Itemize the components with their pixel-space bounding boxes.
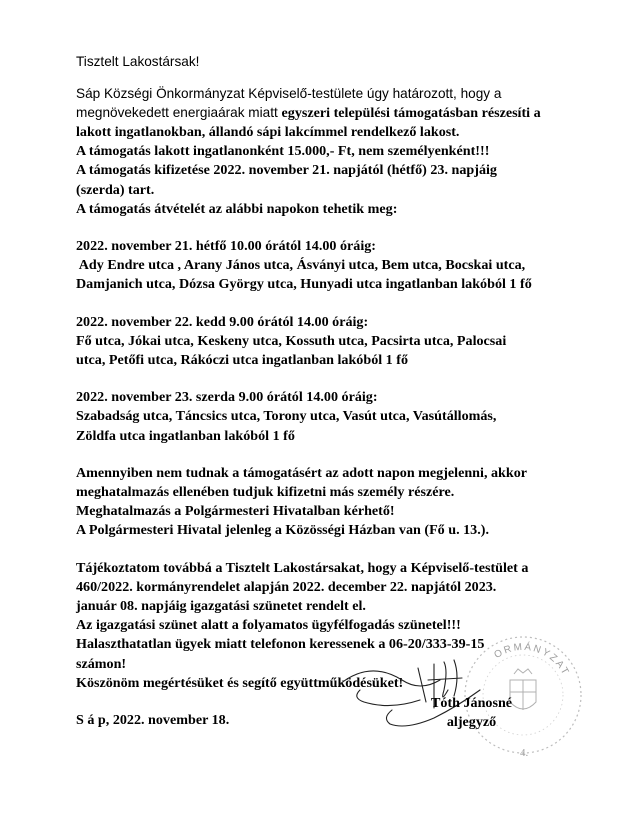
intro-line: lakott ingatlanokban, állandó sápi lakcímmel rendelkező lakost. xyxy=(76,124,460,140)
day1-section xyxy=(76,237,596,295)
svg-text:ORMÁNYZAT: ORMÁNYZAT xyxy=(492,641,572,679)
day2-section xyxy=(76,313,596,371)
day2-streets: utca, Petőfi utca, Rákóczi utca ingatlanban lakóból 1 fő xyxy=(76,352,408,369)
intro-line: (szerda) tart. xyxy=(76,181,155,198)
signer-name: Tóth Jánosné xyxy=(431,695,513,711)
day1-streets: Damjanich utca, Dózsa György utca, Hunyadi utca ingatlanban lakóból 1 fő xyxy=(76,276,532,293)
notice-line: Tájékoztatom továbbá a Tisztelt Lakostársakat, hogy a Képviselő-testület a xyxy=(76,559,529,576)
day1-heading: 2022. november 21. hétfő 10.00 órától 14.00 óráig: xyxy=(76,238,376,255)
svg-text:4.: 4. xyxy=(520,747,529,759)
notice-line: január 08. napjáig igazgatási szünetet rendelt el. xyxy=(76,598,366,615)
notice-line: Köszönöm megértésüket és segítő együttműködésüket! xyxy=(76,674,404,691)
intro-line: A támogatás lakott ingatlanonként 15.000,- Ft, nem személyenként!!! xyxy=(76,143,490,160)
day2-heading: 2022. november 22. kedd 9.00 órától 14.00 óráig: xyxy=(76,313,369,330)
day3-heading: 2022. november 23. szerda 9.00 órától 14.00 óráig: xyxy=(76,389,378,406)
proxy-line: Amennyiben nem tudnak a támogatásért az adott napon megjelenni, akkor xyxy=(76,464,528,481)
day3-streets: Szabadság utca, Táncsics utca, Torony utca, Vasút utca, Vasútállomás, xyxy=(76,408,497,425)
place-date: S á p, 2022. november 18. xyxy=(76,712,230,729)
proxy-line: Meghatalmazás a Polgármesteri Hivatalban kérhető! xyxy=(76,503,395,520)
intro-line: A támogatás kifizetése 2022. november 21. napjától (hétfő) 23. napjáig xyxy=(76,162,497,179)
proxy-line: meghatalmazás ellenében tudjuk kifizetni más személy részére. xyxy=(76,484,455,501)
day3-streets: Zöldfa utca ingatlanban lakóból 1 fő xyxy=(76,427,295,444)
greeting: Tisztelt Lakostársak! xyxy=(76,54,200,69)
notice-line: Az igazgatási szünet alatt a folyamatos ügyfélfogadás szünetel!!! xyxy=(76,617,461,634)
signer-block xyxy=(431,694,512,732)
intro-bold-text: egyszeri települési támogatásban részesíti a xyxy=(281,105,541,121)
day2-streets: Fő utca, Jókai utca, Keskeny utca, Kossuth utca, Pacsirta utca, Palocsai xyxy=(76,332,507,349)
intro-line xyxy=(76,103,596,123)
notice-line: Halaszthatatlan ügyek miatt telefonon keressenek a 06-20/333-39-15 xyxy=(76,636,485,653)
intro-text: megnövekedett energiaárak miatt xyxy=(76,105,282,120)
day3-section xyxy=(76,388,596,446)
notice-line: számon! xyxy=(76,655,127,672)
notice-line: 460/2022. kormányrendelet alapján 2022. december 22. napjától 2023. xyxy=(76,578,497,595)
proxy-paragraph xyxy=(76,464,596,541)
day1-streets: Ady Endre utca , Arany János utca, Ásványi utca, Bem utca, Bocskai utca, xyxy=(76,257,526,274)
signer-title: aljegyző xyxy=(446,714,497,730)
intro-paragraph xyxy=(76,84,596,219)
intro-line: Sáp Községi Önkormányzat Képviselő-testülete úgy határozott, hogy a xyxy=(76,86,502,101)
proxy-line: A Polgármesteri Hivatal jelenleg a Közösségi Házban van (Fő u. 13.). xyxy=(76,522,489,539)
intro-line: A támogatás átvételét az alábbi napokon tehetik meg: xyxy=(76,200,398,217)
